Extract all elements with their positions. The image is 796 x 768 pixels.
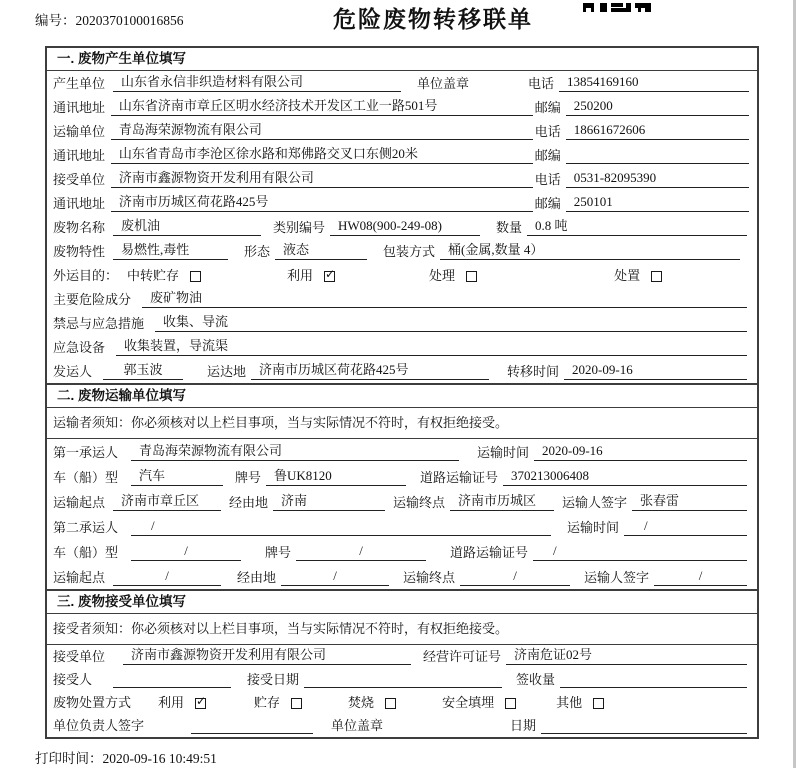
field-label: 禁忌与应急措施 — [53, 316, 145, 331]
field-value-underlined: 废机油 — [113, 218, 261, 236]
field-label: 经由地 — [237, 570, 277, 585]
checkbox-label: 处置 — [614, 268, 641, 283]
field-value-underlined: 汽车 — [131, 468, 223, 486]
checkbox-label: 焚烧 — [348, 695, 375, 710]
notice-text: 接受者须知：你必须核对以上栏目事项，当与实际情况不符时，有权拒绝接受。 — [47, 614, 757, 645]
field-value-underlined: / — [533, 543, 747, 561]
field-value-underlined: 2020-09-16 — [534, 443, 747, 461]
field-label: 包装方式 — [383, 244, 436, 259]
checkbox-label: 安全填埋 — [442, 695, 495, 710]
field-value-underlined: 收集、导流 — [155, 314, 747, 332]
print-time-label: 打印时间： — [35, 751, 103, 766]
field-label: 产生单位 — [53, 76, 106, 91]
checkbox — [291, 698, 302, 709]
field-value-underlined: 山东省济南市章丘区明水经济技术开发区工业一路501号 — [111, 98, 533, 116]
checkbox-label: 贮存 — [254, 695, 281, 710]
field-value-underlined: 2020-09-16 — [564, 362, 747, 380]
field-label: 通讯地址 — [53, 100, 106, 115]
field-label: 废物特性 — [53, 244, 106, 259]
field-label: 第二承运人 — [53, 520, 119, 535]
checkbox — [651, 271, 662, 282]
form-row — [47, 95, 757, 119]
field-label: 运输人签字 — [562, 495, 628, 510]
field-value-underlined: / — [460, 568, 570, 586]
field-value-underlined — [560, 671, 747, 688]
field-label: 电话 — [527, 76, 554, 91]
form-row — [47, 239, 757, 263]
form-row — [47, 191, 757, 215]
field-label: 应急设备 — [53, 340, 106, 355]
field-label: 电话 — [534, 124, 561, 139]
field-value-underlined — [191, 717, 313, 734]
field-value-underlined: 山东省永信非织造材料有限公司 — [113, 74, 401, 92]
section-receiver — [47, 589, 757, 737]
field-label: 运输单位 — [53, 124, 106, 139]
field-value-underlined: 济南市章丘区 — [113, 493, 221, 511]
checkbox-label: 其他 — [556, 695, 583, 710]
form-row — [47, 359, 757, 383]
print-time-line — [35, 747, 796, 767]
field-value-underlined: / — [281, 568, 389, 586]
field-label: 道路运输证号 — [420, 470, 499, 485]
field-label: 邮编 — [534, 100, 561, 115]
field-label: 外运目的： — [53, 268, 119, 283]
manifest-form — [45, 46, 759, 739]
field-label: 通讯地址 — [53, 148, 106, 163]
field-label: 单位负责人签字 — [53, 718, 145, 733]
field-label: 牌号 — [265, 545, 292, 560]
field-label: 运输时间 — [567, 520, 620, 535]
field-label: 废物名称 — [53, 220, 106, 235]
checkbox — [190, 271, 201, 282]
field-value-underlined — [541, 717, 747, 734]
field-value-underlined: 0531-82095390 — [566, 170, 749, 188]
form-row — [47, 489, 757, 514]
field-value-underlined: 济南市历城区荷花路425号 — [111, 194, 533, 212]
field-value-underlined: 易燃性,毒性 — [113, 242, 228, 260]
section-transporter — [47, 383, 757, 589]
field-value-underlined: 山东省青岛市李沧区徐水路和郑佛路交叉口东侧20米 — [111, 146, 533, 164]
field-value-underlined: 液态 — [275, 242, 367, 260]
form-row — [47, 143, 757, 167]
form-row — [47, 645, 757, 668]
form-row-transfer-purpose — [47, 263, 757, 287]
form-row — [47, 464, 757, 489]
field-value-underlined: / — [654, 568, 747, 586]
field-value-underlined: 济南市历城区荷花路425号 — [251, 362, 489, 380]
field-label: 道路运输证号 — [450, 545, 529, 560]
form-row-disposal-method — [47, 691, 757, 714]
checkbox — [505, 698, 516, 709]
checkbox-label: 利用 — [158, 695, 185, 710]
field-label: 牌号 — [235, 470, 262, 485]
field-label: 经由地 — [229, 495, 269, 510]
field-label: 主要危险成分 — [53, 292, 132, 307]
field-value-underlined — [304, 671, 502, 688]
field-label: 类别编号 — [273, 220, 326, 235]
form-row — [47, 564, 757, 589]
field-label: 发运人 — [53, 364, 93, 379]
field-label: 运输时间 — [477, 445, 530, 460]
field-value-underlined: 13854169160 — [559, 74, 749, 92]
field-value-underlined: 鲁UK8120 — [266, 468, 406, 486]
form-row — [47, 439, 757, 464]
field-value-underlined: 郭玉波 — [103, 362, 183, 380]
section-title: 二. 废物运输单位填写 — [47, 385, 757, 408]
field-label: 签收量 — [516, 672, 556, 687]
field-value-underlined: 青岛海荣源物流有限公司 — [111, 122, 533, 140]
form-row — [47, 167, 757, 191]
field-label: 接受单位 — [53, 649, 106, 664]
checkbox — [593, 698, 604, 709]
field-label: 邮编 — [534, 196, 561, 211]
field-value-underlined: 废矿物油 — [142, 290, 747, 308]
field-label: 车（船）型 — [53, 545, 119, 560]
field-label: 日期 — [510, 718, 537, 733]
checkbox — [195, 698, 206, 709]
form-row — [47, 119, 757, 143]
field-value-underlined: 济南 — [273, 493, 385, 511]
field-label: 第一承运人 — [53, 445, 119, 460]
field-label: 运输终点 — [403, 570, 456, 585]
section-producer — [47, 48, 757, 383]
field-value-underlined: 济南市历城区 — [450, 493, 554, 511]
form-row — [47, 311, 757, 335]
field-label: 运输终点 — [393, 495, 446, 510]
field-label: 转移时间 — [507, 364, 560, 379]
checkbox-label: 中转贮存 — [127, 268, 180, 283]
field-label: 单位盖章 — [331, 718, 384, 733]
field-label: 接受日期 — [247, 672, 300, 687]
field-value-underlined: / — [113, 568, 221, 586]
section-title: 三. 废物接受单位填写 — [47, 591, 757, 614]
field-label: 运输起点 — [53, 570, 106, 585]
checkbox-label: 利用 — [287, 268, 314, 283]
field-value-underlined: 济南危证02号 — [506, 647, 747, 665]
field-label: 数量 — [496, 220, 523, 235]
field-label: 经营许可证号 — [423, 649, 502, 664]
field-label: 接受人 — [53, 672, 93, 687]
field-value-underlined: 18661672606 — [566, 122, 749, 140]
field-label: 车（船）型 — [53, 470, 119, 485]
checkbox — [385, 698, 396, 709]
field-label: 运输起点 — [53, 495, 106, 510]
field-value-underlined: 桶(金属,数量 4） — [440, 242, 740, 260]
form-row — [47, 71, 757, 95]
field-value-underlined: / — [131, 518, 551, 536]
field-label: 接受单位 — [53, 172, 106, 187]
field-value-underlined: 250200 — [566, 98, 749, 116]
print-time-value: 2020-09-16 10:49:51 — [102, 751, 217, 766]
section-title: 一. 废物产生单位填写 — [47, 48, 757, 71]
field-label: 运输人签字 — [584, 570, 650, 585]
field-label: 电话 — [534, 172, 561, 187]
field-label: 形态 — [244, 244, 271, 259]
field-value-underlined: 青岛海荣源物流有限公司 — [131, 443, 459, 461]
document-header — [0, 0, 796, 46]
form-row — [47, 539, 757, 564]
checkbox-label: 处理 — [429, 268, 456, 283]
field-label: 运达地 — [207, 364, 247, 379]
field-value-underlined: 250101 — [566, 194, 749, 212]
field-value-underlined: / — [131, 543, 241, 561]
serial-number: 2020370100016856 — [75, 13, 184, 28]
form-row — [47, 714, 757, 737]
field-value-underlined — [113, 671, 231, 688]
form-row — [47, 215, 757, 239]
field-label: 废物处置方式 — [53, 695, 132, 710]
form-row — [47, 335, 757, 359]
field-value-underlined: 济南市鑫源物资开发利用有限公司 — [123, 647, 411, 665]
notice-text: 运输者须知：你必须核对以上栏目事项，当与实际情况不符时，有权拒绝接受。 — [47, 408, 757, 439]
form-row — [47, 514, 757, 539]
field-value-underlined: 0.8 吨 — [527, 218, 747, 236]
page-title: 危险废物转移联单 — [333, 6, 533, 32]
field-value-underlined — [566, 147, 749, 164]
form-row — [47, 287, 757, 311]
field-label: 邮编 — [534, 148, 561, 163]
field-label: 通讯地址 — [53, 196, 106, 211]
checkbox — [324, 271, 335, 282]
serial-label: 编号： — [35, 13, 76, 28]
field-value-underlined: / — [296, 543, 426, 561]
field-value-underlined: 370213006408 — [503, 468, 747, 486]
field-value-underlined: 张春雷 — [632, 493, 747, 511]
field-value-underlined: HW08(900-249-08) — [330, 218, 480, 236]
field-value-underlined: 济南市鑫源物资开发利用有限公司 — [111, 170, 533, 188]
checkbox — [466, 271, 477, 282]
field-value-underlined: / — [624, 518, 747, 536]
form-row — [47, 668, 757, 691]
field-value-underlined: 收集装置，导流渠 — [116, 338, 747, 356]
field-label: 单位盖章 — [417, 76, 470, 91]
